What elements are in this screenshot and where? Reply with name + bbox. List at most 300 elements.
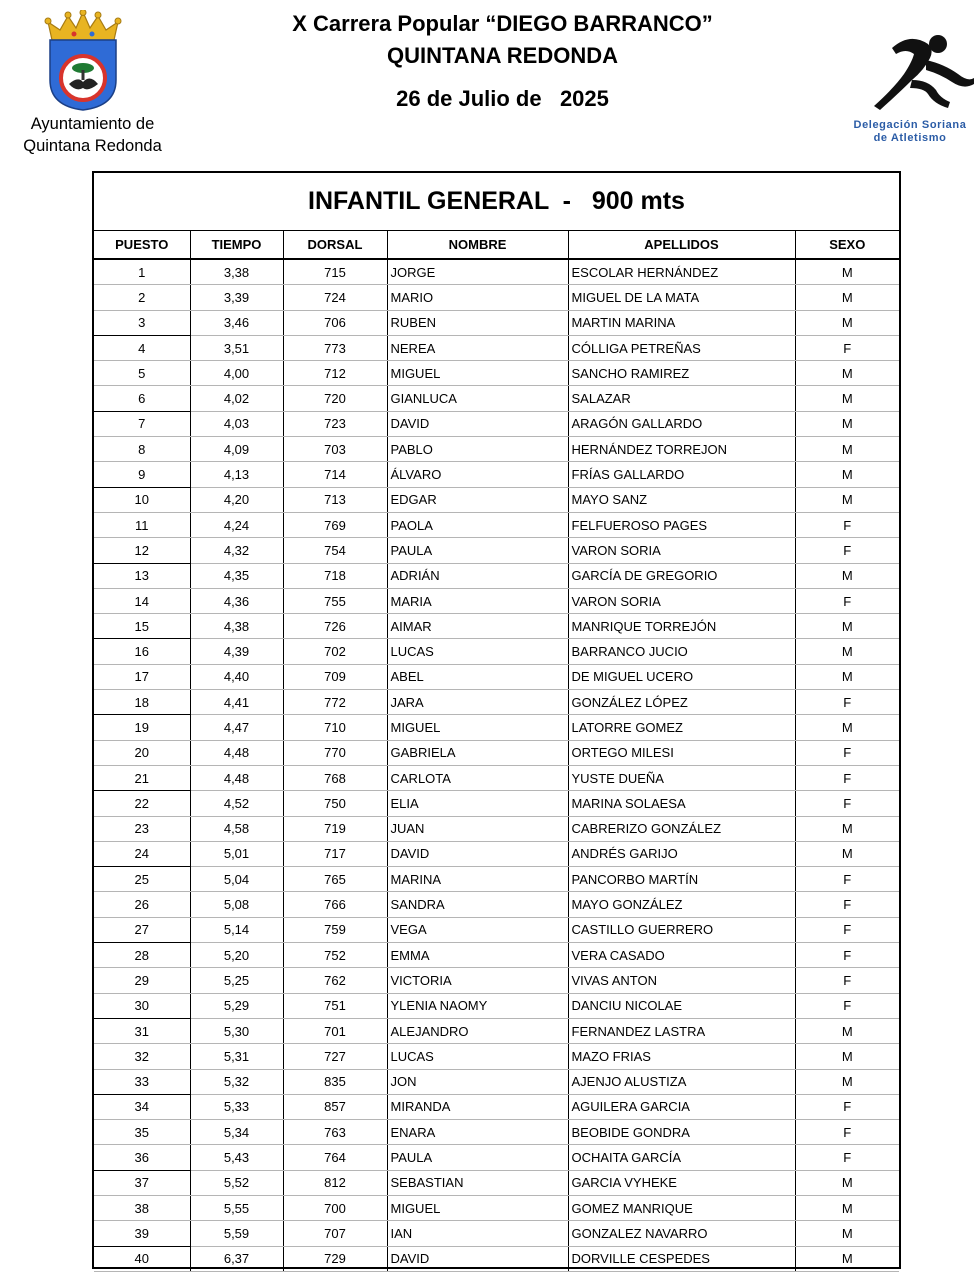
category-title: INFANTIL GENERAL - 900 mts [94,173,899,231]
athletics-federation-logo [840,30,980,123]
nombre-cell: YLENIA NAOMY [387,993,568,1018]
tiempo-cell: 4,24 [190,512,283,537]
tiempo-cell: 5,55 [190,1195,283,1220]
dorsal-cell: 766 [283,892,387,917]
sexo-cell: F [795,765,899,790]
tiempo-cell: 4,03 [190,411,283,436]
municipality-line-1: Ayuntamiento de [30,115,155,133]
tiempo-cell: 4,32 [190,538,283,563]
apellidos-cell: VIVAS ANTON [568,968,795,993]
apellidos-cell: MAZO FRIAS [568,1044,795,1069]
tiempo-cell: 4,39 [190,639,283,664]
sexo-cell: M [795,1195,899,1220]
sexo-cell: F [795,993,899,1018]
nombre-cell: IAN [387,1221,568,1246]
dorsal-cell: 720 [283,386,387,411]
sexo-cell: M [795,841,899,866]
table-row [94,310,899,335]
nombre-cell: CARLOTA [387,765,568,790]
dorsal-cell: 751 [283,993,387,1018]
puesto-cell: 32 [94,1044,190,1069]
nombre-cell: RUBEN [387,310,568,335]
puesto-cell: 14 [94,588,190,613]
apellidos-cell: SANCHO RAMIREZ [568,361,795,386]
table-row [94,993,899,1018]
tiempo-cell: 5,43 [190,1145,283,1170]
apellidos-cell: LATORRE GOMEZ [568,715,795,740]
sexo-cell: M [795,1044,899,1069]
nombre-cell: ELIA [387,791,568,816]
apellidos-cell: GARCIA VYHEKE [568,1170,795,1195]
sexo-cell: M [795,310,899,335]
tiempo-cell: 3,51 [190,335,283,360]
sexo-cell: F [795,588,899,613]
nombre-cell: GABRIELA [387,740,568,765]
tiempo-cell: 6,37 [190,1246,283,1271]
table-row [94,715,899,740]
sexo-cell: M [795,386,899,411]
puesto-cell: 2 [94,285,190,310]
tiempo-cell: 5,52 [190,1170,283,1195]
sexo-cell: M [795,437,899,462]
apellidos-cell: FERNANDEZ LASTRA [568,1018,795,1043]
puesto-cell: 23 [94,816,190,841]
nombre-cell: JARA [387,690,568,715]
sexo-cell: M [795,1246,899,1271]
dorsal-cell: 715 [283,259,387,285]
puesto-cell: 39 [94,1221,190,1246]
col-header-tiempo: TIEMPO [190,231,283,259]
apellidos-cell: GOMEZ MANRIQUE [568,1195,795,1220]
puesto-cell: 19 [94,715,190,740]
tiempo-cell: 5,01 [190,841,283,866]
table-row [94,664,899,689]
puesto-cell: 12 [94,538,190,563]
tiempo-cell: 4,20 [190,487,283,512]
municipality-line-2: Quintana Redonda [23,137,162,155]
dorsal-cell: 727 [283,1044,387,1069]
federation-label [842,119,978,145]
tiempo-cell: 5,31 [190,1044,283,1069]
tiempo-cell: 4,58 [190,816,283,841]
apellidos-cell: CABRERIZO GONZÁLEZ [568,816,795,841]
puesto-cell: 13 [94,563,190,588]
tiempo-cell: 5,59 [190,1221,283,1246]
apellidos-cell: GARCÍA DE GREGORIO [568,563,795,588]
tiempo-cell: 5,29 [190,993,283,1018]
dorsal-cell: 718 [283,563,387,588]
tiempo-cell: 5,04 [190,867,283,892]
table-row [94,968,899,993]
sexo-cell: F [795,917,899,942]
apellidos-cell: OCHAITA GARCÍA [568,1145,795,1170]
dorsal-cell: 709 [283,664,387,689]
table-row [94,487,899,512]
nombre-cell: EDGAR [387,487,568,512]
table-row [94,1044,899,1069]
puesto-cell: 10 [94,487,190,512]
dorsal-cell: 765 [283,867,387,892]
dorsal-cell: 812 [283,1170,387,1195]
puesto-cell: 34 [94,1094,190,1119]
event-date: 26 de Julio de 2025 [396,86,609,111]
apellidos-cell: HERNÁNDEZ TORREJON [568,437,795,462]
nombre-cell: MARINA [387,867,568,892]
puesto-cell: 6 [94,386,190,411]
apellidos-cell: MAYO GONZÁLEZ [568,892,795,917]
dorsal-cell: 768 [283,765,387,790]
col-header-puesto: PUESTO [94,231,190,259]
puesto-cell: 16 [94,639,190,664]
apellidos-cell: AJENJO ALUSTIZA [568,1069,795,1094]
apellidos-cell: GONZÁLEZ LÓPEZ [568,690,795,715]
dorsal-cell: 857 [283,1094,387,1119]
dorsal-cell: 713 [283,487,387,512]
dorsal-cell: 763 [283,1120,387,1145]
tiempo-cell: 3,46 [190,310,283,335]
dorsal-cell: 700 [283,1195,387,1220]
table-row [94,437,899,462]
table-row [94,361,899,386]
apellidos-cell: ANDRÉS GARIJO [568,841,795,866]
sexo-cell: F [795,335,899,360]
table-row [94,1018,899,1043]
puesto-cell: 4 [94,335,190,360]
dorsal-cell: 772 [283,690,387,715]
nombre-cell: LUCAS [387,639,568,664]
nombre-cell: ABEL [387,664,568,689]
table-row [94,1069,899,1094]
tiempo-cell: 4,41 [190,690,283,715]
table-row [94,563,899,588]
sexo-cell: F [795,791,899,816]
nombre-cell: PAOLA [387,512,568,537]
sexo-cell: M [795,664,899,689]
sexo-cell: F [795,1120,899,1145]
sexo-cell: M [795,411,899,436]
tiempo-cell: 5,08 [190,892,283,917]
tiempo-cell: 4,52 [190,791,283,816]
table-row [94,512,899,537]
sexo-cell: F [795,943,899,968]
dorsal-cell: 769 [283,512,387,537]
dorsal-cell: 726 [283,614,387,639]
tiempo-cell: 4,38 [190,614,283,639]
puesto-cell: 18 [94,690,190,715]
puesto-cell: 29 [94,968,190,993]
apellidos-cell: MAYO SANZ [568,487,795,512]
event-header [240,8,765,112]
apellidos-cell: DORVILLE CESPEDES [568,1246,795,1271]
tiempo-cell: 4,02 [190,386,283,411]
header-row [94,231,899,259]
nombre-cell: NEREA [387,335,568,360]
puesto-cell: 31 [94,1018,190,1043]
tiempo-cell: 5,20 [190,943,283,968]
sexo-cell: F [795,690,899,715]
dorsal-cell: 770 [283,740,387,765]
table-row [94,1170,899,1195]
dorsal-cell: 759 [283,917,387,942]
tiempo-cell: 4,47 [190,715,283,740]
dorsal-cell: 712 [283,361,387,386]
apellidos-cell: ORTEGO MILESI [568,740,795,765]
puesto-cell: 33 [94,1069,190,1094]
dorsal-cell: 754 [283,538,387,563]
table-row [94,917,899,942]
sexo-cell: M [795,715,899,740]
table-row [94,335,899,360]
table-row [94,285,899,310]
nombre-cell: MIGUEL [387,1195,568,1220]
event-location: QUINTANA REDONDA [387,43,618,68]
nombre-cell: ADRIÁN [387,563,568,588]
sexo-cell: M [795,361,899,386]
nombre-cell: SEBASTIAN [387,1170,568,1195]
tiempo-cell: 4,36 [190,588,283,613]
results-panel [92,171,901,1269]
puesto-cell: 9 [94,462,190,487]
nombre-cell: MIGUEL [387,361,568,386]
puesto-cell: 8 [94,437,190,462]
sexo-cell: F [795,1145,899,1170]
dorsal-cell: 706 [283,310,387,335]
dorsal-cell: 717 [283,841,387,866]
tiempo-cell: 3,39 [190,285,283,310]
tiempo-cell: 5,32 [190,1069,283,1094]
sexo-cell: F [795,892,899,917]
apellidos-cell: MARTIN MARINA [568,310,795,335]
col-header-apellidos: APELLIDOS [568,231,795,259]
apellidos-cell: VARON SORIA [568,588,795,613]
table-row [94,639,899,664]
puesto-cell: 24 [94,841,190,866]
puesto-cell: 20 [94,740,190,765]
municipal-crest-logo [38,10,128,117]
nombre-cell: JUAN [387,816,568,841]
nombre-cell: DAVID [387,841,568,866]
apellidos-cell: MARINA SOLAESA [568,791,795,816]
apellidos-cell: VARON SORIA [568,538,795,563]
puesto-cell: 30 [94,993,190,1018]
apellidos-cell: ESCOLAR HERNÁNDEZ [568,259,795,285]
sexo-cell: M [795,1221,899,1246]
col-header-dorsal: DORSAL [283,231,387,259]
table-row [94,1094,899,1119]
tiempo-cell: 5,34 [190,1120,283,1145]
sexo-cell: F [795,538,899,563]
nombre-cell: PABLO [387,437,568,462]
table-row [94,867,899,892]
puesto-cell: 27 [94,917,190,942]
apellidos-cell: VERA CASADO [568,943,795,968]
tiempo-cell: 5,14 [190,917,283,942]
sexo-cell: M [795,259,899,285]
table-row [94,690,899,715]
apellidos-cell: MIGUEL DE LA MATA [568,285,795,310]
sexo-cell: M [795,1018,899,1043]
tiempo-cell: 5,30 [190,1018,283,1043]
puesto-cell: 7 [94,411,190,436]
puesto-cell: 3 [94,310,190,335]
apellidos-cell: FELFUEROSO PAGES [568,512,795,537]
puesto-cell: 11 [94,512,190,537]
apellidos-cell: CASTILLO GUERRERO [568,917,795,942]
nombre-cell: MARIA [387,588,568,613]
table-row [94,740,899,765]
sexo-cell: F [795,968,899,993]
puesto-cell: 40 [94,1246,190,1271]
dorsal-cell: 703 [283,437,387,462]
table-row [94,841,899,866]
apellidos-cell: SALAZAR [568,386,795,411]
dorsal-cell: 764 [283,1145,387,1170]
nombre-cell: ÁLVARO [387,462,568,487]
dorsal-cell: 729 [283,1246,387,1271]
nombre-cell: JORGE [387,259,568,285]
sexo-cell: M [795,1170,899,1195]
puesto-cell: 28 [94,943,190,968]
dorsal-cell: 752 [283,943,387,968]
nombre-cell: MIGUEL [387,715,568,740]
federation-line-1: Delegación Soriana [853,119,967,131]
puesto-cell: 5 [94,361,190,386]
dorsal-cell: 701 [283,1018,387,1043]
puesto-cell: 38 [94,1195,190,1220]
event-title: X Carrera Popular “DIEGO BARRANCO” [292,11,713,36]
sexo-cell: M [795,639,899,664]
table-row [94,1120,899,1145]
table-row [94,538,899,563]
dorsal-cell: 835 [283,1069,387,1094]
dorsal-cell: 702 [283,639,387,664]
apellidos-cell: DE MIGUEL UCERO [568,664,795,689]
municipality-label [0,113,185,157]
tiempo-cell: 3,38 [190,259,283,285]
dorsal-cell: 724 [283,285,387,310]
puesto-cell: 1 [94,259,190,285]
tiempo-cell: 4,13 [190,462,283,487]
apellidos-cell: MANRIQUE TORREJÓN [568,614,795,639]
dorsal-cell: 773 [283,335,387,360]
nombre-cell: MARIO [387,285,568,310]
dorsal-cell: 710 [283,715,387,740]
nombre-cell: LUCAS [387,1044,568,1069]
puesto-cell: 37 [94,1170,190,1195]
col-header-sexo: SEXO [795,231,899,259]
puesto-cell: 35 [94,1120,190,1145]
nombre-cell: SANDRA [387,892,568,917]
table-row [94,259,899,285]
table-row [94,386,899,411]
apellidos-cell: GONZALEZ NAVARRO [568,1221,795,1246]
tiempo-cell: 5,25 [190,968,283,993]
dorsal-cell: 719 [283,816,387,841]
apellidos-cell: DANCIU NICOLAE [568,993,795,1018]
puesto-cell: 26 [94,892,190,917]
nombre-cell: ALEJANDRO [387,1018,568,1043]
nombre-cell: AIMAR [387,614,568,639]
dorsal-cell: 762 [283,968,387,993]
dorsal-cell: 750 [283,791,387,816]
tiempo-cell: 4,48 [190,765,283,790]
col-header-nombre: NOMBRE [387,231,568,259]
sexo-cell: M [795,285,899,310]
nombre-cell: DAVID [387,1246,568,1271]
table-row [94,1145,899,1170]
sexo-cell: F [795,512,899,537]
table-row [94,588,899,613]
tiempo-cell: 4,00 [190,361,283,386]
nombre-cell: VICTORIA [387,968,568,993]
sexo-cell: M [795,563,899,588]
nombre-cell: JON [387,1069,568,1094]
nombre-cell: PAULA [387,538,568,563]
tiempo-cell: 4,40 [190,664,283,689]
tiempo-cell: 4,48 [190,740,283,765]
nombre-cell: VEGA [387,917,568,942]
sexo-cell: M [795,462,899,487]
sexo-cell: F [795,1094,899,1119]
federation-line-2: de Atletismo [873,132,947,144]
dorsal-cell: 714 [283,462,387,487]
table-row [94,1221,899,1246]
table-row [94,816,899,841]
sexo-cell: M [795,487,899,512]
nombre-cell: GIANLUCA [387,386,568,411]
table-row [94,791,899,816]
table-row [94,411,899,436]
apellidos-cell: BEOBIDE GONDRA [568,1120,795,1145]
table-row [94,462,899,487]
dorsal-cell: 723 [283,411,387,436]
puesto-cell: 15 [94,614,190,639]
sexo-cell: M [795,614,899,639]
dorsal-cell: 755 [283,588,387,613]
table-row [94,614,899,639]
puesto-cell: 17 [94,664,190,689]
table-row [94,943,899,968]
apellidos-cell: YUSTE DUEÑA [568,765,795,790]
puesto-cell: 21 [94,765,190,790]
table-row [94,892,899,917]
dorsal-cell: 707 [283,1221,387,1246]
puesto-cell: 25 [94,867,190,892]
nombre-cell: MIRANDA [387,1094,568,1119]
sexo-cell: M [795,816,899,841]
nombre-cell: DAVID [387,411,568,436]
apellidos-cell: CÓLLIGA PETREÑAS [568,335,795,360]
sexo-cell: M [795,1069,899,1094]
puesto-cell: 36 [94,1145,190,1170]
apellidos-cell: FRÍAS GALLARDO [568,462,795,487]
puesto-cell: 22 [94,791,190,816]
table-row [94,765,899,790]
tiempo-cell: 4,09 [190,437,283,462]
tiempo-cell: 5,33 [190,1094,283,1119]
sexo-cell: F [795,867,899,892]
apellidos-cell: ARAGÓN GALLARDO [568,411,795,436]
nombre-cell: EMMA [387,943,568,968]
results-table [94,231,899,1272]
nombre-cell: PAULA [387,1145,568,1170]
apellidos-cell: BARRANCO JUCIO [568,639,795,664]
apellidos-cell: AGUILERA GARCIA [568,1094,795,1119]
table-row [94,1195,899,1220]
sexo-cell: F [795,740,899,765]
tiempo-cell: 4,35 [190,563,283,588]
apellidos-cell: PANCORBO MARTÍN [568,867,795,892]
